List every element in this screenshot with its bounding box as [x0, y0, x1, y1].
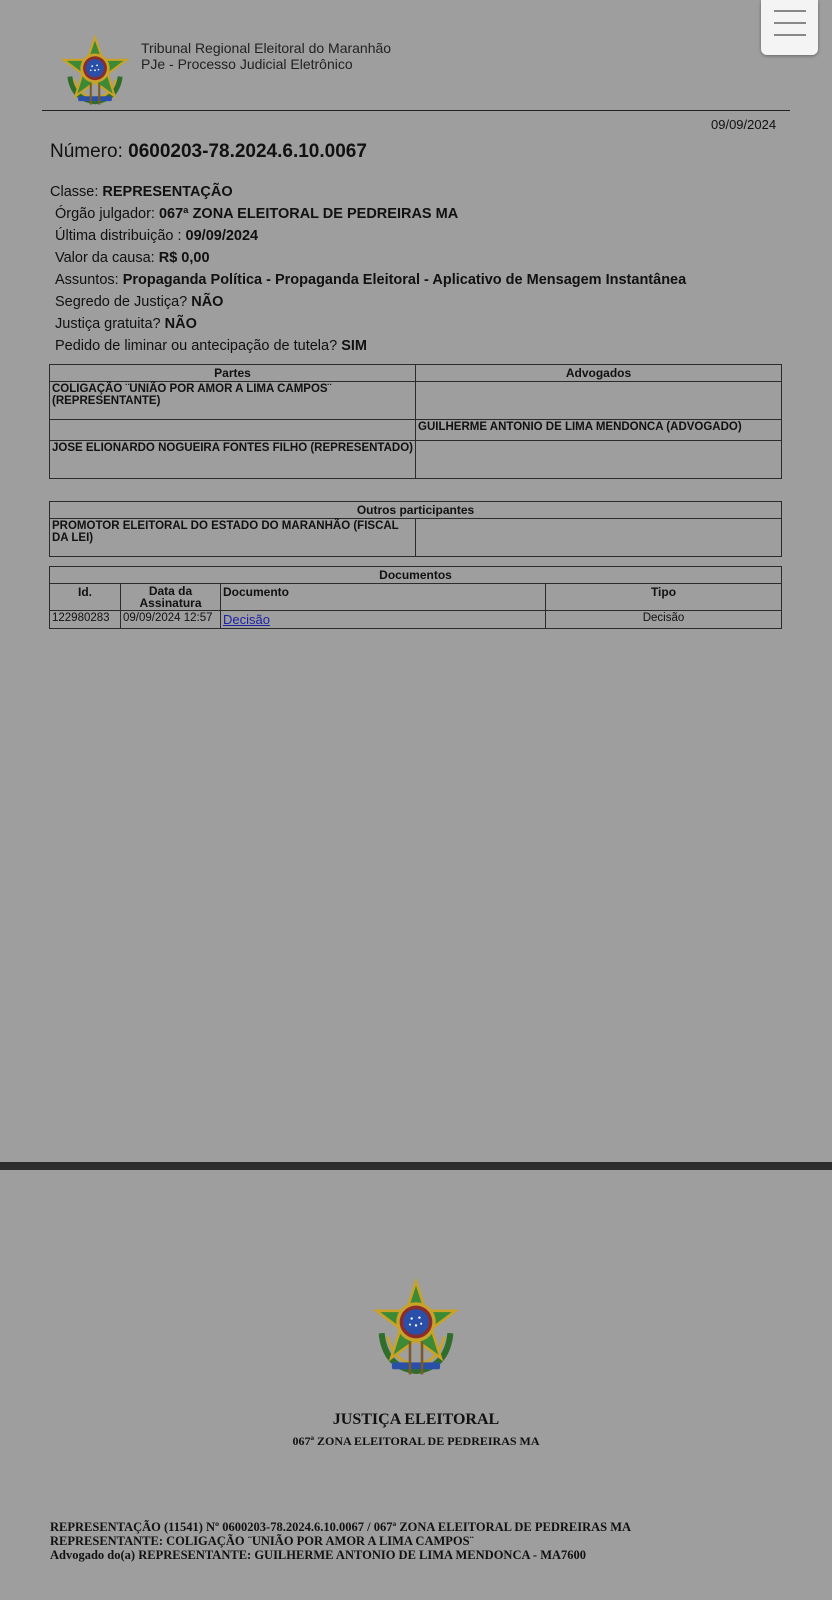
outros-participantes-table — [49, 501, 782, 557]
field-orgao — [50, 203, 686, 225]
table-header-row — [50, 365, 782, 382]
parte-cell: JOSE ELIONARDO NOGUEIRA FONTES FILHO (REPRESENTADO) — [50, 441, 416, 479]
table-row — [50, 519, 782, 557]
column-header: Id. — [50, 584, 121, 611]
field-value: R$ 0,00 — [158, 250, 210, 266]
field-label: Segredo de Justiça? — [55, 294, 188, 310]
table-header-row — [50, 502, 782, 519]
process-info — [50, 181, 686, 357]
field-value: NÃO — [164, 316, 197, 332]
field-value: REPRESENTAÇÃO — [102, 184, 233, 200]
field-value: Propaganda Política - Propaganda Eleitoral - Aplicativo de Mensagem Instantânea — [122, 272, 687, 288]
advogado-cell — [416, 382, 782, 420]
court-name: Tribunal Regional Eleitoral do Maranhão — [141, 40, 392, 56]
table-header-row — [50, 567, 782, 584]
table-title: Outros participantes — [50, 502, 782, 519]
partes-table — [49, 364, 782, 479]
header-title — [141, 40, 391, 72]
field-value: SIM — [341, 338, 367, 354]
field-label: Órgão julgador: — [55, 206, 155, 222]
field-gratuita — [50, 313, 686, 335]
advogado-cell — [416, 441, 782, 479]
zona-eleitoral-subtitle: 067ª ZONA ELEITORAL DE PEDREIRAS MA — [292, 1434, 540, 1448]
summary-line: REPRESENTAÇÃO (11541) Nº 0600203-78.2024.6.10.0067 / 067ª ZONA ELEITORAL DE PEDREIRAS MA — [50, 1520, 632, 1534]
doc-type-cell: Decisão — [546, 611, 782, 629]
field-label: Última distribuição : — [55, 228, 182, 244]
parte-cell — [50, 420, 416, 441]
menu-button[interactable] — [761, 0, 818, 55]
field-valor — [50, 247, 686, 269]
brazil-coat-of-arms-icon — [60, 34, 130, 108]
field-label: Assuntos: — [55, 272, 119, 288]
document-link[interactable]: Decisão — [223, 612, 270, 627]
column-header: Advogados — [416, 365, 782, 382]
field-label: Classe: — [50, 184, 99, 200]
empty-cell — [416, 519, 782, 557]
field-liminar — [50, 335, 686, 357]
column-header: Data da Assinatura — [121, 584, 221, 611]
hamburger-line — [774, 10, 806, 12]
field-assuntos — [50, 269, 686, 291]
system-name: PJe - Processo Judicial Eletrônico — [141, 56, 353, 72]
parte-cell: COLIGAÇÃO ¨UNIÃO POR AMOR A LIMA CAMPOS¨ (REPRESENTANTE) — [50, 382, 416, 420]
header-date: 09/09/2024 — [711, 117, 777, 132]
advogado-cell: GUILHERME ANTONIO DE LIMA MENDONCA (ADVOGADO) — [416, 420, 782, 441]
table-row — [50, 420, 782, 441]
page-divider — [0, 1162, 832, 1170]
doc-date-cell: 09/09/2024 12:57 — [121, 611, 221, 629]
table-title: Documentos — [50, 567, 782, 584]
doc-name-cell — [221, 611, 546, 629]
field-label: Pedido de liminar ou antecipação de tutela? — [55, 338, 338, 354]
field-classe — [50, 181, 686, 203]
field-label: Valor da causa: — [55, 250, 155, 266]
field-segredo — [50, 291, 686, 313]
field-distribuicao — [50, 225, 686, 247]
participante-cell: PROMOTOR ELEITORAL DO ESTADO DO MARANHÃO (FISCAL DA LEI) — [50, 519, 416, 557]
column-header: Documento — [221, 584, 546, 611]
process-summary — [50, 1520, 631, 1562]
field-label: Justiça gratuita? — [55, 316, 161, 332]
table-row — [50, 611, 782, 629]
summary-line: Advogado do(a) REPRESENTANTE: GUILHERME ANTONIO DE LIMA MENDONCA - MA7600 — [50, 1548, 587, 1562]
process-number-label: Número: — [50, 141, 123, 162]
header-divider — [42, 110, 790, 111]
brazil-coat-of-arms-icon — [373, 1278, 459, 1378]
process-number — [50, 141, 367, 163]
process-number-value: 0600203-78.2024.6.10.0067 — [128, 141, 367, 162]
doc-id-cell: 122980283 — [50, 611, 121, 629]
table-row — [50, 382, 782, 420]
table-row — [50, 441, 782, 479]
column-header: Partes — [50, 365, 416, 382]
summary-line: REPRESENTANTE: COLIGAÇÃO ¨UNIÃO POR AMOR A LIMA CAMPOS¨ — [50, 1534, 474, 1548]
table-header-row — [50, 584, 782, 611]
field-value: 067ª ZONA ELEITORAL DE PEDREIRAS MA — [158, 206, 459, 222]
documentos-table — [49, 566, 782, 629]
field-value: 09/09/2024 — [185, 228, 259, 244]
hamburger-line — [774, 22, 806, 24]
column-header: Tipo — [546, 584, 782, 611]
field-value: NÃO — [191, 294, 224, 310]
justica-eleitoral-title: JUSTIÇA ELEITORAL — [332, 1411, 500, 1428]
hamburger-line — [774, 34, 806, 36]
